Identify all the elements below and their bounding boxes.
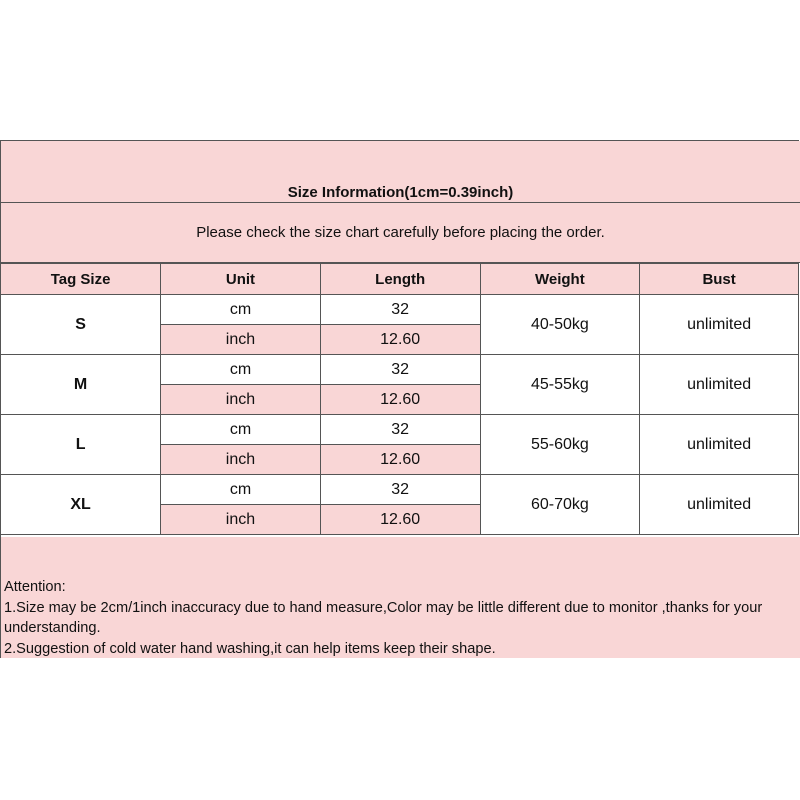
length-cell: 32 [320,475,480,505]
table-row [1,355,799,385]
tag-size-cell: L [1,415,161,475]
header-length: Length [320,264,480,295]
bust-cell: unlimited [640,355,799,415]
table-header-row [1,264,799,295]
unit-cell: cm [161,295,321,325]
subtitle-band [1,203,800,263]
note-line-1: 1.Size may be 2cm/1inch inaccuracy due to hand measure,Color may be little different due to monitor ,thanks for your understanding. [4,599,763,636]
header-bust: Bust [640,264,799,295]
length-cell: 32 [320,415,480,445]
bust-cell: unlimited [640,415,799,475]
tag-size-cell: XL [1,475,161,535]
length-cell: 12.60 [320,325,480,355]
size-table [1,263,799,535]
note-line-2: 2.Suggestion of cold water hand washing,it can help items keep their shape. [4,640,496,657]
tag-size-cell: S [1,295,161,355]
unit-cell: inch [161,385,321,415]
table-row [1,415,799,445]
notes-heading: Attention: [4,579,66,595]
unit-cell: inch [161,505,321,535]
unit-cell: cm [161,475,321,505]
length-cell: 32 [320,295,480,325]
unit-cell: inch [161,325,321,355]
chart-subtitle: Please check the size chart carefully before placing the order. [196,224,605,241]
unit-cell: inch [161,445,321,475]
header-weight: Weight [480,264,640,295]
header-unit: Unit [161,264,321,295]
bust-cell: unlimited [640,295,799,355]
length-cell: 12.60 [320,505,480,535]
length-cell: 12.60 [320,385,480,415]
length-cell: 32 [320,355,480,385]
weight-cell: 55-60kg [480,415,640,475]
attention-notes [1,537,800,658]
tag-size-cell: M [1,355,161,415]
size-chart [0,140,799,658]
weight-cell: 45-55kg [480,355,640,415]
chart-title: Size Information(1cm=0.39inch) [287,184,514,201]
unit-cell: cm [161,355,321,385]
bust-cell: unlimited [640,475,799,535]
length-cell: 12.60 [320,445,480,475]
table-row [1,295,799,325]
title-band [1,141,800,203]
weight-cell: 40-50kg [480,295,640,355]
unit-cell: cm [161,415,321,445]
notes-text [4,577,798,659]
weight-cell: 60-70kg [480,475,640,535]
table-row [1,475,799,505]
header-tag-size: Tag Size [1,264,161,295]
